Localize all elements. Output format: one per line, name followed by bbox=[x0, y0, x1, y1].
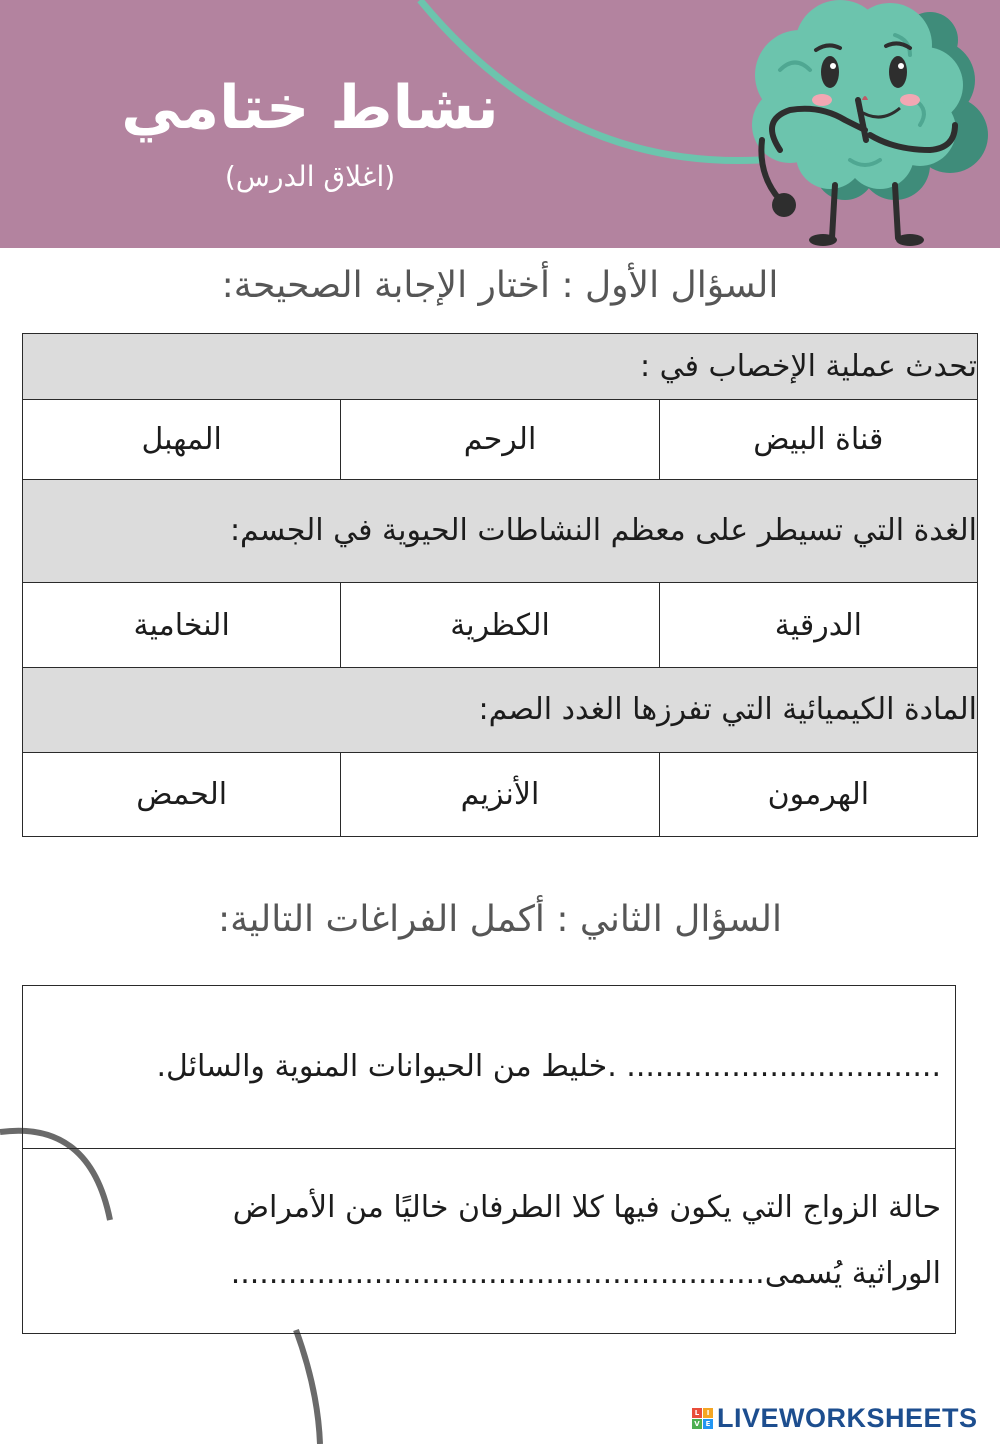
question-prompt: تحدث عملية الإخصاب في : bbox=[23, 334, 978, 400]
question1-heading: السؤال الأول : أختار الإجابة الصحيحة: bbox=[221, 265, 779, 306]
header-banner bbox=[0, 0, 1000, 248]
logo-blocks-icon: L I V E bbox=[692, 1408, 713, 1429]
fill-blank-sentence[interactable] bbox=[23, 1149, 956, 1334]
answer-option[interactable]: الدرقية bbox=[659, 583, 977, 668]
answer-option[interactable]: النخامية bbox=[23, 583, 341, 668]
fill-blank-line: حالة الزواج التي يكون فيها كلا الطرفان خاليًا من الأمراض bbox=[232, 1190, 941, 1225]
question-prompt: الغدة التي تسيطر على معظم النشاطات الحيوية في الجسم: bbox=[23, 480, 978, 583]
question-prompt: المادة الكيميائية التي تفرزها الغدد الصم: bbox=[23, 668, 978, 753]
liveworksheets-logo bbox=[692, 1403, 978, 1434]
answer-option[interactable]: الأنزيم bbox=[341, 753, 659, 837]
question-row bbox=[23, 480, 978, 583]
multiple-choice-table bbox=[22, 333, 978, 837]
options-row bbox=[23, 753, 978, 837]
answer-option[interactable]: الرحم bbox=[341, 400, 659, 480]
question-row bbox=[23, 668, 978, 753]
fill-blank-row bbox=[23, 986, 956, 1149]
options-row bbox=[23, 400, 978, 480]
fill-blank-row bbox=[23, 1149, 956, 1334]
fill-blank-sentence[interactable] bbox=[23, 986, 956, 1149]
answer-option[interactable]: الكظرية bbox=[341, 583, 659, 668]
fill-blanks-table bbox=[22, 985, 956, 1334]
fill-blank-line: الوراثية يُسمى........................................................ bbox=[230, 1256, 941, 1291]
page-subtitle: (اغلاق الدرس) bbox=[224, 160, 396, 193]
question-row bbox=[23, 334, 978, 400]
answer-option[interactable]: المهبل bbox=[23, 400, 341, 480]
page-title: نشاط ختامي bbox=[121, 73, 499, 143]
fill-blank-text: ................................. .خليط من الحيوانات المنوية والسائل. bbox=[156, 1049, 941, 1084]
answer-option[interactable]: قناة البيض bbox=[659, 400, 977, 480]
brain-mascot-icon bbox=[720, 0, 1000, 248]
answer-option[interactable]: الهرمون bbox=[659, 753, 977, 837]
logo-text: LIVEWORKSHEETS bbox=[717, 1403, 978, 1433]
answer-option[interactable]: الحمض bbox=[23, 753, 341, 837]
question2-heading: السؤال الثاني : أكمل الفراغات التالية: bbox=[217, 899, 783, 940]
options-row bbox=[23, 583, 978, 668]
